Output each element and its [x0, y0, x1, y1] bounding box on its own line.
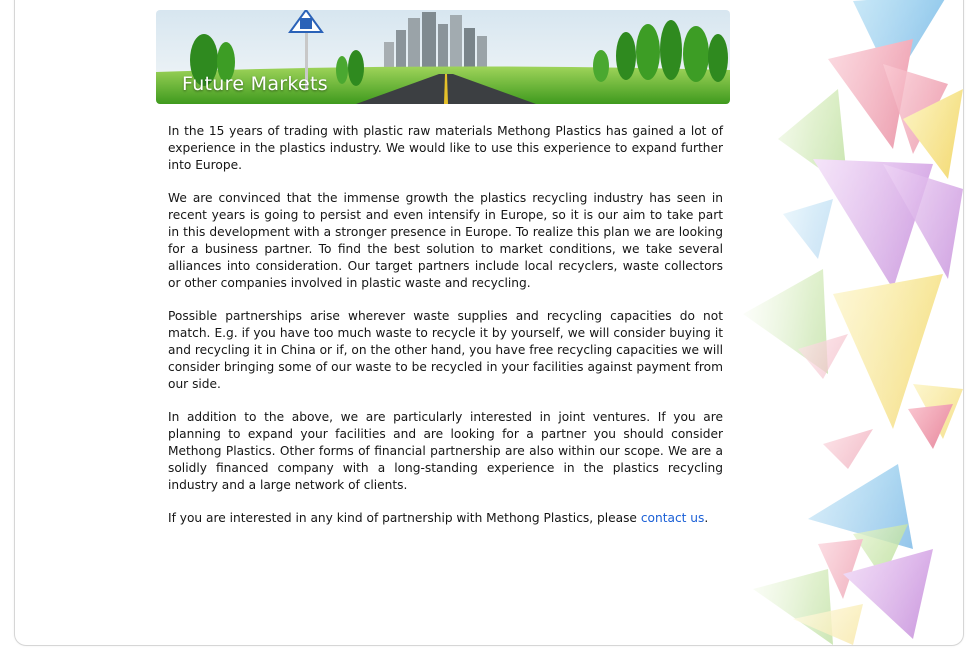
paragraph-closing	[168, 510, 723, 527]
main-content	[168, 123, 723, 543]
paragraph-partnerships: Possible partnerships arise wherever waste supplies and recycling capacities do not match. E.g. if you have too much waste to recycle it by yourself, we will consider buying it and recycling it in China or if, on the other hand, you have free recycling capacities we will consider bringing some of our waste to be recycled in your facilities against payment from our side.	[168, 309, 723, 391]
paragraph-growth: We are convinced that the immense growth the plastics recycling industry has seen in recent years is going to persist and even intensify in Europe, so it is our aim to take part in this development with a stronger presence in Europe. To realize this plan we are looking for a business partner. To find the best solution to market conditions, we take several alliances into consideration. Our target partners include local recyclers, waste collectors or other companies involved in plastic waste and recycling.	[168, 191, 723, 290]
page-frame	[14, 0, 964, 646]
decorative-triangles	[733, 0, 963, 645]
paragraph-intro: In the 15 years of trading with plastic raw materials Methong Plastics has gained a lot of experience in the plastics industry. We would like to use this experience to expand further into Europe.	[168, 124, 723, 172]
banner-title: Future Markets	[182, 73, 328, 95]
future-markets-banner	[156, 10, 730, 104]
closing-text: If you are interested in any kind of partnership with Methong Plastics, please	[168, 511, 641, 525]
paragraph-joint-ventures: In addition to the above, we are particularly interested in joint ventures. If you are planning to expand your facilities and are looking for a partner you should consider Methong Plastics. Other forms of financial partnership are also within our scope. We are a solidly financed company with a long-standing experience in the plastics recycling industry and a large network of clients.	[168, 410, 723, 492]
contact-us-link[interactable]: contact us	[640, 511, 705, 525]
closing-period: .	[704, 511, 709, 525]
